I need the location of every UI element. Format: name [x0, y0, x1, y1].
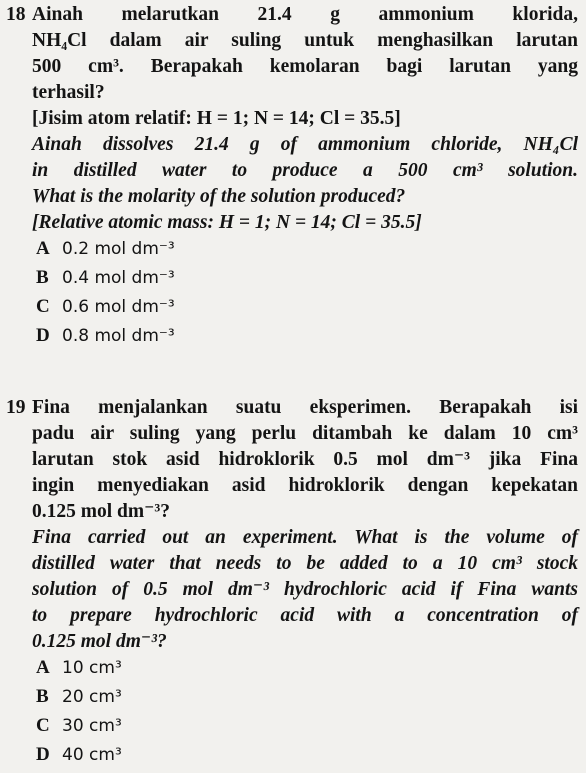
- malay-text-line: 0.125 mol dm⁻³?: [32, 501, 171, 522]
- answer-option-a[interactable]: [36, 657, 578, 686]
- option-letter: C: [36, 296, 50, 317]
- english-text-line: Ainah dissolves 21.4 g of ammonium chloride, NH₄Cl: [32, 134, 578, 155]
- english-text-line: in distilled water to produce a 500 cm³ solution.: [32, 160, 578, 181]
- option-value: 0.4 mol dm⁻³: [62, 268, 175, 288]
- option-value: 10 cm³: [62, 658, 122, 678]
- malay-text-line: terhasil?: [32, 82, 105, 103]
- option-value: 0.6 mol dm⁻³: [62, 297, 175, 317]
- relative-atomic-mass-note-english: [Relative atomic mass: H = 1; N = 14; Cl = 35.5]: [32, 212, 422, 233]
- option-letter: C: [36, 715, 50, 736]
- option-value: 40 cm³: [62, 745, 122, 765]
- option-letter: D: [36, 744, 50, 765]
- option-value: 30 cm³: [62, 716, 122, 736]
- english-text-line: 0.125 mol dm⁻³?: [32, 631, 167, 652]
- malay-text-line: Fina menjalankan suatu eksperimen. Berapakah isi: [32, 397, 578, 418]
- malay-text-line: ingin menyediakan asid hidroklorik dengan kepekatan: [32, 475, 578, 496]
- question-18-stem: [6, 2, 578, 236]
- question-19: [6, 395, 578, 773]
- answer-option-a[interactable]: [36, 238, 578, 267]
- english-text-line: to prepare hydrochloric acid with a concentration of: [32, 605, 578, 626]
- malay-text-line: NH₄Cl dalam air suling untuk menghasilkan larutan: [32, 30, 578, 51]
- english-text-line: Fina carried out an experiment. What is the volume of: [32, 527, 578, 548]
- option-value: 0.2 mol dm⁻³: [62, 239, 175, 259]
- english-text-line: solution of 0.5 mol dm⁻³ hydrochloric acid if Fina wants: [32, 579, 578, 600]
- option-value: 0.8 mol dm⁻³: [62, 326, 175, 346]
- option-letter: A: [36, 657, 50, 678]
- option-letter: B: [36, 267, 49, 288]
- english-text-line: What is the molarity of the solution produced?: [32, 186, 406, 207]
- answer-options: [6, 657, 578, 773]
- question-number: 19: [6, 397, 26, 418]
- answer-option-b[interactable]: [36, 686, 578, 715]
- option-letter: A: [36, 238, 50, 259]
- answer-options: [6, 238, 578, 354]
- answer-option-c[interactable]: [36, 715, 578, 744]
- answer-option-b[interactable]: [36, 267, 578, 296]
- option-letter: B: [36, 686, 49, 707]
- option-value: 20 cm³: [62, 687, 122, 707]
- question-19-stem: [6, 395, 578, 655]
- relative-atomic-mass-note-malay: [Jisim atom relatif: H = 1; N = 14; Cl = 35.5]: [32, 108, 401, 129]
- answer-option-c[interactable]: [36, 296, 578, 325]
- malay-text-line: larutan stok asid hidroklorik 0.5 mol dm⁻³ jika Fina: [32, 449, 578, 470]
- question-number: 18: [6, 4, 26, 25]
- english-text-line: distilled water that needs to be added to a 10 cm³ stock: [32, 553, 578, 574]
- option-letter: D: [36, 325, 50, 346]
- answer-option-d[interactable]: [36, 744, 578, 773]
- question-18: [6, 2, 578, 354]
- malay-text-line: Ainah melarutkan 21.4 g ammonium klorida,: [32, 4, 578, 25]
- answer-option-d[interactable]: [36, 325, 578, 354]
- malay-text-line: 500 cm³. Berapakah kemolaran bagi larutan yang: [32, 56, 578, 77]
- malay-text-line: padu air suling yang perlu ditambah ke dalam 10 cm³: [32, 423, 578, 444]
